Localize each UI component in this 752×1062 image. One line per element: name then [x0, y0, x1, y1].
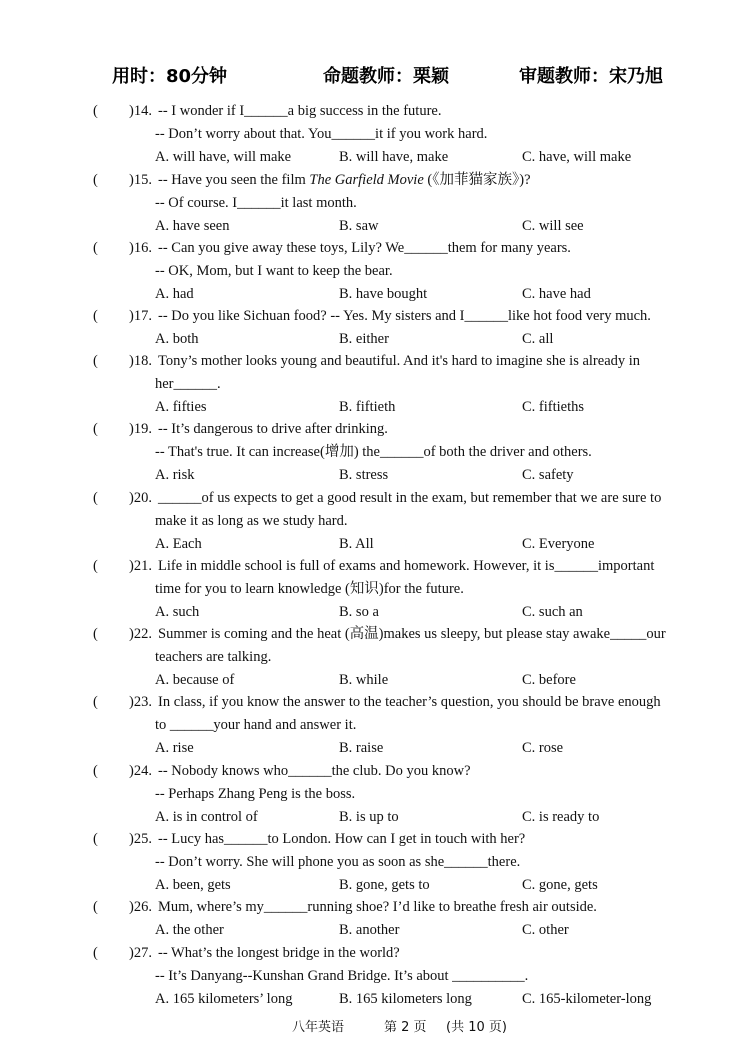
- question-text-line: -- It’s dangerous to drive after drinking.: [158, 421, 388, 437]
- answer-bracket-open[interactable]: (: [93, 558, 98, 574]
- question-number: )14.: [129, 103, 152, 119]
- answer-option-b[interactable]: B. 165 kilometers long: [339, 991, 472, 1007]
- question-text-line: -- Have you seen the film The Garfield Movie (《加菲猫家族》)?: [158, 172, 531, 188]
- question-text-line: Life in middle school is full of exams and homework. However, it is______important: [158, 558, 655, 574]
- question-author: 命题教师：栗颖: [323, 66, 449, 87]
- question-text-line: time for you to learn knowledge (知识)for the future.: [155, 581, 464, 597]
- answer-bracket-open[interactable]: (: [93, 103, 98, 119]
- answer-option-b[interactable]: B. is up to: [339, 809, 399, 825]
- question-number: )26.: [129, 899, 152, 915]
- answer-bracket-open[interactable]: (: [93, 353, 98, 369]
- answer-option-c[interactable]: C. fiftieths: [522, 399, 585, 415]
- answer-option-a[interactable]: A. both: [155, 331, 199, 347]
- answer-option-b[interactable]: B. will have, make: [339, 149, 449, 165]
- question-text-line: -- Don’t worry about that. You______it if you work hard.: [155, 126, 488, 142]
- answer-option-c[interactable]: C. have had: [522, 286, 591, 302]
- answer-bracket-open[interactable]: (: [93, 490, 98, 506]
- question-text-line: -- I wonder if I______a big success in the future.: [158, 103, 442, 119]
- answer-option-c[interactable]: C. will see: [522, 218, 584, 234]
- answer-option-b[interactable]: B. All: [339, 536, 374, 552]
- answer-option-b[interactable]: B. another: [339, 922, 400, 938]
- answer-bracket-open[interactable]: (: [93, 626, 98, 642]
- footer-subject: 八年英语: [292, 1020, 345, 1035]
- question-text-line: -- Don’t worry. She will phone you as soon as she______there.: [155, 854, 521, 870]
- exam-time: 用时：80分钟: [112, 66, 228, 87]
- answer-option-c[interactable]: C. such an: [522, 604, 583, 620]
- question-text-line: -- What’s the longest bridge in the world?: [158, 945, 400, 961]
- question-text-line: -- Perhaps Zhang Peng is the boss.: [155, 786, 356, 802]
- question-text-line: make it as long as we study hard.: [155, 513, 348, 529]
- answer-option-c[interactable]: C. before: [522, 672, 576, 688]
- answer-option-a[interactable]: A. Each: [155, 536, 202, 552]
- answer-bracket-open[interactable]: (: [93, 763, 98, 779]
- question-reviewer: 审题教师：宋乃旭: [519, 66, 663, 87]
- answer-option-a[interactable]: A. will have, will make: [155, 149, 292, 165]
- answer-option-b[interactable]: B. stress: [339, 467, 389, 483]
- answer-option-b[interactable]: B. raise: [339, 740, 384, 756]
- question-text-line: -- OK, Mom, but I want to keep the bear.: [155, 263, 393, 279]
- answer-option-a[interactable]: A. been, gets: [155, 877, 231, 893]
- question-text-line: -- Can you give away these toys, Lily? We______them for many years.: [158, 240, 571, 256]
- answer-option-a[interactable]: A. had: [155, 286, 194, 302]
- answer-option-c[interactable]: C. all: [522, 331, 554, 347]
- question-number: )16.: [129, 240, 152, 256]
- answer-option-c[interactable]: C. Everyone: [522, 536, 595, 552]
- answer-bracket-open[interactable]: (: [93, 831, 98, 847]
- question-text-line: Tony’s mother looks young and beautiful. And it's hard to imagine she is already in: [158, 353, 641, 369]
- question-number: )19.: [129, 421, 152, 437]
- question-text-line: her______.: [155, 376, 221, 392]
- answer-option-a[interactable]: A. fifties: [155, 399, 207, 415]
- answer-option-b[interactable]: B. have bought: [339, 286, 428, 302]
- question-number: )27.: [129, 945, 152, 961]
- question-text-line: -- It’s Danyang--Kunshan Grand Bridge. It’s about __________.: [155, 968, 529, 984]
- answer-option-b[interactable]: B. gone, gets to: [339, 877, 430, 893]
- question-number: )24.: [129, 763, 152, 779]
- question-text-line: to ______your hand and answer it.: [155, 717, 357, 733]
- question-number: )21.: [129, 558, 152, 574]
- page-footer: [0, 1016, 752, 1036]
- answer-bracket-open[interactable]: (: [93, 240, 98, 256]
- question-number: )17.: [129, 308, 152, 324]
- answer-option-a[interactable]: A. such: [155, 604, 200, 620]
- answer-option-c[interactable]: C. gone, gets: [522, 877, 598, 893]
- answer-option-a[interactable]: A. rise: [155, 740, 194, 756]
- answer-option-a[interactable]: A. is in control of: [155, 809, 258, 825]
- answer-bracket-open[interactable]: (: [93, 945, 98, 961]
- question-text-line: -- Of course. I______it last month.: [155, 195, 357, 211]
- answer-option-b[interactable]: B. fiftieth: [339, 399, 396, 415]
- question-text-line: ______of us expects to get a good result in the exam, but remember that we are sure to: [158, 490, 662, 506]
- question-text-line: -- Nobody knows who______the club. Do you know?: [158, 763, 471, 779]
- answer-option-c[interactable]: C. 165-kilometer-long: [522, 991, 652, 1007]
- answer-bracket-open[interactable]: (: [93, 899, 98, 915]
- answer-option-a[interactable]: A. because of: [155, 672, 235, 688]
- answer-option-a[interactable]: A. the other: [155, 922, 224, 938]
- answer-option-b[interactable]: B. so a: [339, 604, 379, 620]
- answer-option-a[interactable]: A. risk: [155, 467, 195, 483]
- answer-bracket-open[interactable]: (: [93, 172, 98, 188]
- answer-option-b[interactable]: B. while: [339, 672, 389, 688]
- footer-page-number: 第 2 页: [384, 1020, 427, 1035]
- question-number: )23.: [129, 694, 152, 710]
- question-text-line: Mum, where’s my______running shoe? I’d like to breathe fresh air outside.: [158, 899, 597, 915]
- answer-option-a[interactable]: A. 165 kilometers’ long: [155, 991, 293, 1007]
- question-number: )22.: [129, 626, 152, 642]
- question-text-line: -- Lucy has______to London. How can I get in touch with her?: [158, 831, 526, 847]
- question-number: )15.: [129, 172, 152, 188]
- answer-option-b[interactable]: B. saw: [339, 218, 379, 234]
- question-text-line: Summer is coming and the heat (高温)makes us sleepy, but please stay awake_____our: [158, 626, 666, 642]
- answer-option-c[interactable]: C. is ready to: [522, 809, 600, 825]
- answer-option-b[interactable]: B. either: [339, 331, 389, 347]
- answer-option-c[interactable]: C. rose: [522, 740, 564, 756]
- answer-bracket-open[interactable]: (: [93, 694, 98, 710]
- question-number: )25.: [129, 831, 152, 847]
- question-text-line: In class, if you know the answer to the teacher’s question, you should be brave enough: [158, 694, 661, 710]
- page-header: [0, 62, 752, 90]
- answer-option-c[interactable]: C. safety: [522, 467, 574, 483]
- question-text-line: -- That's true. It can increase(增加) the______of both the driver and others.: [155, 444, 592, 460]
- question-text-line: teachers are talking.: [155, 649, 272, 665]
- answer-option-a[interactable]: A. have seen: [155, 218, 230, 234]
- question-number: )18.: [129, 353, 152, 369]
- answer-bracket-open[interactable]: (: [93, 421, 98, 437]
- answer-bracket-open[interactable]: (: [93, 308, 98, 324]
- answer-option-c[interactable]: C. other: [522, 922, 569, 938]
- question-number: )20.: [129, 490, 152, 506]
- footer-total-pages: (共 10 页): [446, 1020, 507, 1035]
- question-text-line: -- Do you like Sichuan food? -- Yes. My sisters and I______like hot food very much.: [158, 308, 651, 324]
- answer-option-c[interactable]: C. have, will make: [522, 149, 632, 165]
